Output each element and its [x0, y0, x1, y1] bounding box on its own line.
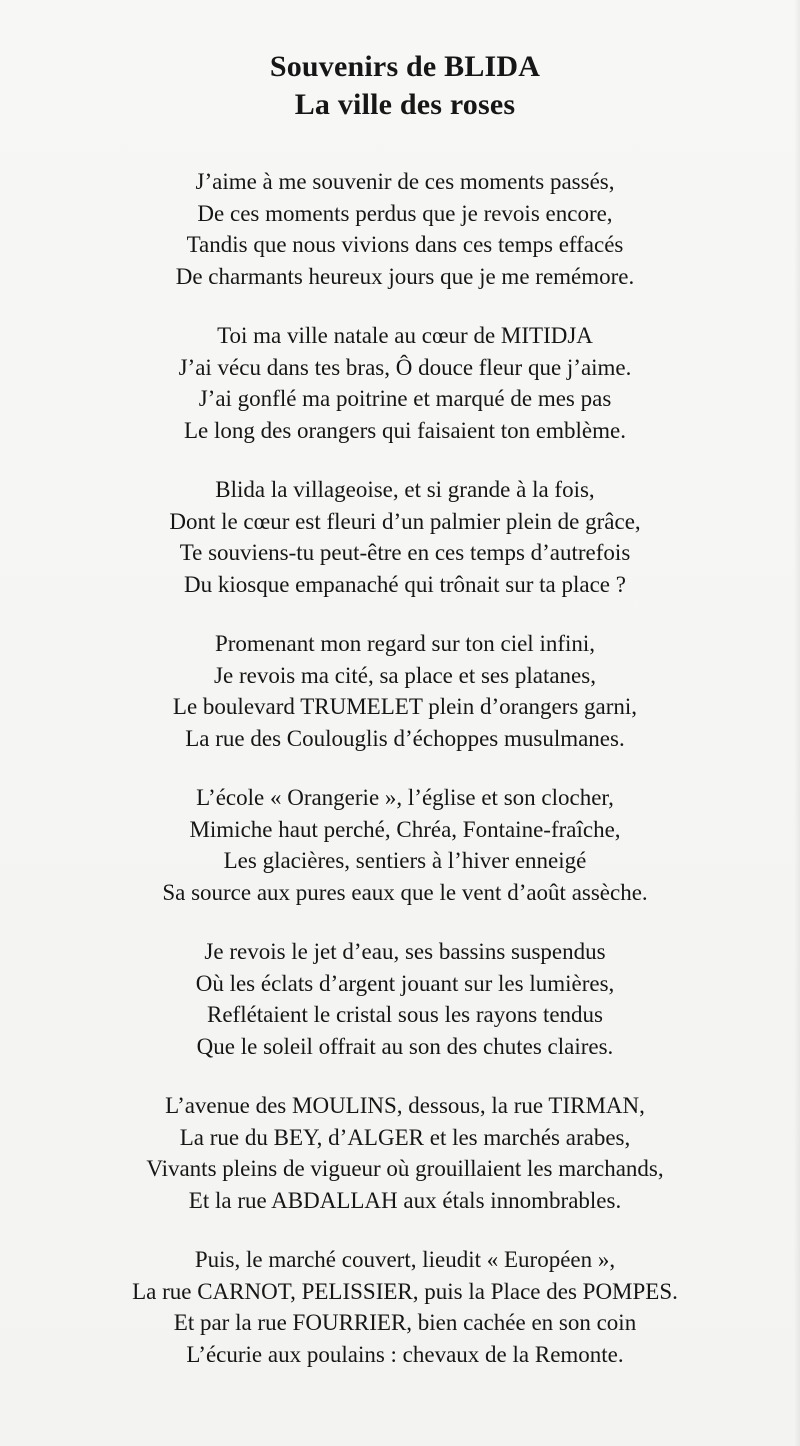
- verse-line: Tandis que nous vivions dans ces temps effacés: [186, 232, 624, 257]
- verse-line: Blida la villageoise, et si grande à la fois,: [215, 477, 595, 502]
- verse-line: Que le soleil offrait au son des chutes claires.: [196, 1033, 614, 1059]
- verse-line: Et la rue ABDALLAH aux étals innombrables.: [188, 1187, 622, 1213]
- verse-line: Mimiche haut perché, Chréa, Fontaine-fraîche,: [189, 816, 621, 842]
- stanza-6: [0, 936, 800, 1062]
- verse-line: Du kiosque empanaché qui trônait sur ta place ?: [184, 571, 626, 597]
- verse-line: Et par la rue FOURRIER, bien cachée en son coin: [173, 1310, 637, 1335]
- verse-line: L’école « Orangerie », l’église et son clocher,: [196, 785, 614, 810]
- verse-line: La rue CARNOT, PELISSIER, puis la Place des POMPES.: [132, 1278, 678, 1304]
- verse-line: J’ai vécu dans tes bras, Ô douce fleur que j’aime.: [178, 354, 632, 380]
- verse-line: Te souviens-tu peut-être en ces temps d’autrefois: [179, 540, 631, 565]
- verse-line: Promenant mon regard sur ton ciel infini,: [214, 631, 596, 656]
- verse-line: Sa source aux pures eaux que le vent d’août assèche.: [162, 879, 648, 905]
- verse-line: La rue du BEY, d’ALGER et les marchés arabes,: [179, 1124, 631, 1150]
- stanza-5: [0, 782, 800, 908]
- stanza-7: [0, 1090, 800, 1216]
- verse-line: Où les éclats d’argent jouant sur les lumières,: [195, 970, 615, 996]
- stanza-1: [0, 166, 800, 292]
- verse-line: J’ai gonflé ma poitrine et marqué de mes pas: [198, 386, 612, 411]
- verse-line: De ces moments perdus que je revois encore,: [197, 200, 613, 226]
- verse-line: Les glacières, sentiers à l’hiver enneigé: [223, 848, 587, 873]
- verse-line: Je revois le jet d’eau, ses bassins suspendus: [204, 939, 606, 964]
- stanza-4: [0, 628, 800, 754]
- verse-line: L’avenue des MOULINS, dessous, la rue TIRMAN,: [165, 1093, 645, 1118]
- verse-line: Je revois ma cité, sa place et ses platanes,: [214, 662, 596, 688]
- stanza-2: [0, 320, 800, 446]
- verse-line: Dont le cœur est fleuri d’un palmier plein de grâce,: [169, 508, 641, 534]
- poem-body: [0, 166, 800, 1398]
- verse-line: Puis, le marché couvert, lieudit « Européen »,: [194, 1247, 616, 1272]
- verse-line: Le long des orangers qui faisaient ton emblème.: [184, 417, 626, 443]
- verse-line: Toi ma ville natale au cœur de MITIDJA: [217, 323, 593, 348]
- verse-line: J’aime à me souvenir de ces moments passés,: [195, 169, 615, 194]
- verse-line: L’écurie aux poulains : chevaux de la Remonte.: [186, 1341, 624, 1367]
- stanza-8: [0, 1244, 800, 1370]
- poem-subtitle: La ville des roses: [294, 88, 516, 121]
- verse-line: De charmants heureux jours que je me remémore.: [175, 263, 635, 289]
- poem-title-block: [0, 48, 800, 124]
- verse-line: La rue des Coulouglis d’échoppes musulmanes.: [185, 725, 625, 751]
- poem-title: Souvenirs de BLIDA: [269, 50, 541, 83]
- verse-line: Vivants pleins de vigueur où grouillaient les marchands,: [146, 1156, 664, 1181]
- verse-line: Reflétaient le cristal sous les rayons tendus: [206, 1002, 603, 1027]
- verse-line: Le boulevard TRUMELET plein d’orangers garni,: [172, 694, 638, 719]
- stanza-3: [0, 474, 800, 600]
